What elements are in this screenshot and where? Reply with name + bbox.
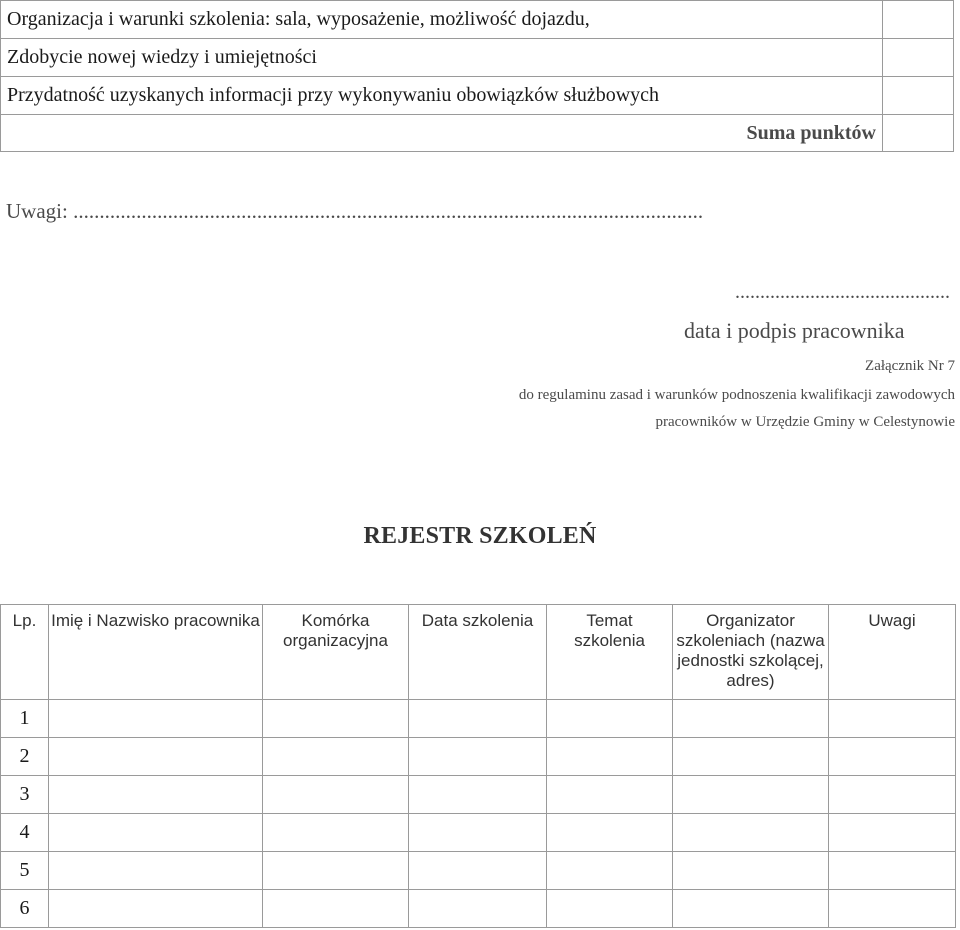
evaluation-criterion: Organizacja i warunki szkolenia: sala, wyposażenie, możliwość dojazdu,: [1, 1, 883, 39]
cell-date[interactable]: [409, 700, 547, 738]
cell-department[interactable]: [263, 852, 409, 890]
cell-organizer[interactable]: [673, 890, 829, 928]
cell-department[interactable]: [263, 776, 409, 814]
evaluation-table: [0, 0, 954, 152]
cell-department[interactable]: [263, 700, 409, 738]
cell-remarks[interactable]: [829, 814, 956, 852]
cell-name[interactable]: [49, 738, 263, 776]
cell-name[interactable]: [49, 700, 263, 738]
cell-remarks[interactable]: [829, 700, 956, 738]
cell-remarks[interactable]: [829, 890, 956, 928]
cell-date[interactable]: [409, 890, 547, 928]
cell-topic[interactable]: [547, 814, 673, 852]
column-header-date: Data szkolenia: [409, 605, 547, 700]
column-header-name: Imię i Nazwisko pracownika: [49, 605, 263, 700]
column-header-topic: Temat szkolenia: [547, 605, 673, 700]
cell-date[interactable]: [409, 776, 547, 814]
column-header-lp: Lp.: [1, 605, 49, 700]
evaluation-row: [1, 77, 954, 115]
register-header-row: [1, 605, 956, 700]
cell-name[interactable]: [49, 776, 263, 814]
score-cell[interactable]: [883, 1, 954, 39]
register-body: [1, 700, 956, 928]
evaluation-criterion: Przydatność uzyskanych informacji przy wykonywaniu obowiązków służbowych: [1, 77, 883, 115]
row-number: 2: [1, 738, 49, 776]
cell-topic[interactable]: [547, 700, 673, 738]
cell-name[interactable]: [49, 852, 263, 890]
cell-date[interactable]: [409, 852, 547, 890]
signature-label: data i podpis pracownika: [684, 318, 905, 343]
column-header-department: Komórka organizacyjna: [263, 605, 409, 700]
remarks-line: Uwagi: ........................................................................................................................: [6, 199, 704, 223]
annex-line-2: pracowników w Urzędzie Gminy w Celestynowie: [655, 414, 955, 430]
cell-remarks[interactable]: [829, 852, 956, 890]
cell-organizer[interactable]: [673, 776, 829, 814]
table-row: [1, 890, 956, 928]
annex-line-1: do regulaminu zasad i warunków podnoszenia kwalifikacji zawodowych: [518, 387, 955, 403]
register-title: REJESTR SZKOLEŃ: [363, 523, 597, 549]
row-number: 1: [1, 700, 49, 738]
column-header-remarks: Uwagi: [829, 605, 956, 700]
cell-organizer[interactable]: [673, 852, 829, 890]
cell-organizer[interactable]: [673, 814, 829, 852]
cell-department[interactable]: [263, 890, 409, 928]
table-row: [1, 738, 956, 776]
annex-number: Załącznik Nr 7: [865, 358, 955, 374]
evaluation-criterion: Zdobycie nowej wiedzy i umiejętności: [1, 39, 883, 77]
score-cell[interactable]: [883, 77, 954, 115]
sum-row: [1, 115, 954, 152]
signature-dots: ...........................................: [735, 281, 950, 303]
table-row: [1, 852, 956, 890]
row-number: 4: [1, 814, 49, 852]
sum-score-cell[interactable]: [883, 115, 954, 152]
register-table: [0, 604, 956, 928]
cell-topic[interactable]: [547, 738, 673, 776]
cell-date[interactable]: [409, 814, 547, 852]
cell-department[interactable]: [263, 814, 409, 852]
cell-date[interactable]: [409, 738, 547, 776]
evaluation-row: [1, 1, 954, 39]
cell-topic[interactable]: [547, 852, 673, 890]
cell-topic[interactable]: [547, 890, 673, 928]
cell-name[interactable]: [49, 814, 263, 852]
row-number: 3: [1, 776, 49, 814]
cell-topic[interactable]: [547, 776, 673, 814]
cell-organizer[interactable]: [673, 700, 829, 738]
column-header-organizer: Organizator szkoleniach (nazwa jednostki szkolącej, adres): [673, 605, 829, 700]
table-row: [1, 700, 956, 738]
cell-remarks[interactable]: [829, 738, 956, 776]
cell-department[interactable]: [263, 738, 409, 776]
evaluation-row: [1, 39, 954, 77]
row-number: 5: [1, 852, 49, 890]
cell-remarks[interactable]: [829, 776, 956, 814]
cell-organizer[interactable]: [673, 738, 829, 776]
table-row: [1, 776, 956, 814]
table-row: [1, 814, 956, 852]
cell-name[interactable]: [49, 890, 263, 928]
row-number: 6: [1, 890, 49, 928]
score-cell[interactable]: [883, 39, 954, 77]
sum-label: Suma punktów: [1, 115, 883, 152]
